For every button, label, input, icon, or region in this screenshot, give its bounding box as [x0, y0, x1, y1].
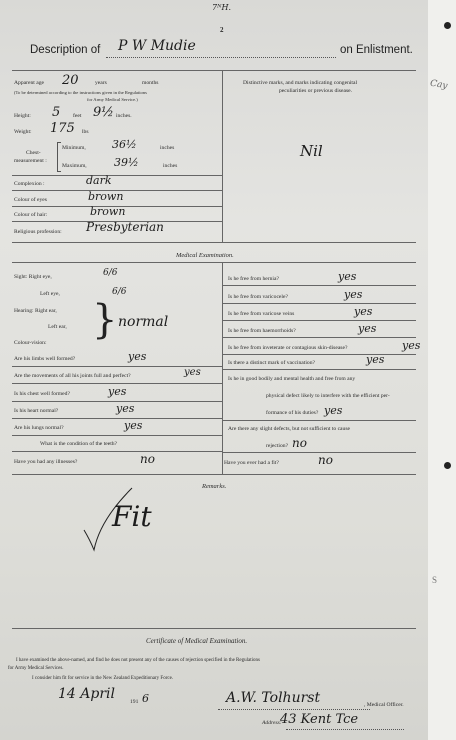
teeth-rule: [12, 451, 222, 452]
defects-line-1: Are there any slight defects, but not sufficient to cause: [228, 426, 350, 432]
chest-min-label: Minimum,: [62, 145, 86, 151]
lungs-label: Are his lungs normal?: [14, 425, 64, 431]
corner-mark: 7ᴺH.: [212, 3, 232, 12]
top-table-rule: [12, 70, 416, 71]
certificate-year-prefix: 191: [130, 699, 139, 705]
religion-value: Presbyterian: [86, 220, 164, 234]
form-title-right: on Enlistment.: [340, 44, 413, 56]
hernia-value: yes: [338, 270, 357, 283]
eyes-value: brown: [88, 190, 124, 203]
chest-min-inches: inches: [160, 145, 175, 151]
margin-note-mid: S: [432, 575, 438, 585]
chest-bracket: [57, 142, 61, 172]
chest-max-label: Maximum,: [62, 163, 87, 169]
fit-question-label: Have you ever had a fit?: [224, 460, 279, 466]
teeth-label: What is the condition of the teeth?: [40, 441, 118, 447]
chest-max-inches: inches: [163, 163, 178, 169]
varicose-value: yes: [354, 305, 373, 318]
marks-header-2: peculiarities or previous disease.: [279, 88, 353, 94]
medical-bottom-rule: [12, 474, 416, 475]
top-table-bottom-rule: [12, 242, 416, 243]
margin-note-top: Cay: [429, 78, 449, 92]
left-eye-value: 6/6: [112, 287, 127, 297]
medical-officer-label: , Medical Officer.: [364, 702, 404, 708]
years-label: years: [95, 80, 107, 86]
religion-label: Religious profession:: [14, 229, 62, 235]
chest-min-value: 36½: [112, 138, 137, 151]
certificate-line-2: for Army Medical Services.: [8, 666, 64, 671]
certificate-line-3: I consider him fit for service in the New Zealand Expeditionary Force.: [32, 676, 174, 681]
chest-rule: [12, 175, 222, 176]
top-table-divider: [222, 70, 223, 242]
complexion-value: dark: [86, 174, 112, 187]
remarks-heading: Remarks.: [202, 483, 227, 490]
heart-value: yes: [116, 402, 135, 415]
vaccination-label: Is there a distinct mark of vaccination?: [228, 360, 315, 366]
joints-rule: [12, 383, 222, 384]
chest-formed-value: yes: [108, 385, 127, 398]
inches-label: inches.: [116, 113, 132, 119]
health-line-1: Is he in good bodily and mental health and free from any: [228, 376, 356, 382]
lungs-rule: [12, 435, 222, 436]
hernia-rule: [222, 285, 416, 286]
defects-value: no: [292, 436, 307, 450]
health-rule: [222, 420, 416, 421]
left-eye-label: Left eye,: [40, 291, 60, 297]
chest-max-value: 39½: [114, 156, 139, 169]
illnesses-value: no: [140, 452, 155, 466]
limbs-value: yes: [128, 350, 147, 363]
address-label: Address:: [262, 720, 282, 726]
certificate-year-digit: 6: [142, 692, 149, 705]
defects-line-2: rejection?: [266, 443, 289, 449]
chest-formed-label: Is his chest well formed?: [14, 391, 70, 397]
height-feet-value: 5: [52, 105, 61, 120]
joints-value: yes: [184, 367, 201, 378]
right-ear-label: Hearing: Right ear,: [14, 308, 57, 314]
chest-label-2: measurement :: [14, 158, 47, 164]
marks-value: Nil: [300, 142, 323, 160]
punch-hole-top: [444, 22, 451, 29]
varicocele-label: Is he free from varicocele?: [228, 294, 288, 300]
limbs-label: Are his limbs well formed?: [14, 356, 76, 362]
height-inches-value: 9½: [93, 105, 114, 120]
punch-hole-bottom: [444, 462, 451, 469]
signature-dotted-line: [218, 709, 370, 710]
skin-disease-value: yes: [402, 339, 421, 352]
varicocele-rule: [222, 303, 416, 304]
right-eye-value: 6/6: [103, 268, 118, 278]
name-dotted-line: [106, 57, 336, 58]
certificate-heading: Certificate of Medical Examination.: [146, 637, 248, 645]
health-line-3: formance of his duties?: [266, 410, 319, 416]
heart-label: Is his heart normal?: [14, 408, 59, 414]
varicose-label: Is he free from varicose veins: [228, 311, 295, 317]
height-label: Height:: [14, 113, 31, 119]
medical-heading: Medical Examination.: [176, 252, 234, 259]
skin-disease-label: Is he free from inveterate or contagious skin-disease?: [228, 345, 348, 351]
complexion-label: Complexion :: [14, 181, 45, 187]
medical-officer-signature: A.W. Tolhurst: [226, 690, 321, 706]
feet-label: feet: [73, 113, 82, 119]
joints-label: Are the movements of all his joints full and perfect?: [14, 373, 131, 379]
age-note-1: (To be determined according to the instructions given in the Regulations: [14, 90, 147, 95]
medical-divider: [222, 262, 223, 474]
age-note-2: for Army Medical Service.): [87, 97, 138, 102]
address-dotted-line: [286, 729, 404, 730]
health-line-2: physical defect likely to interfere with the efficient per-: [266, 393, 390, 399]
varicocele-value: yes: [344, 288, 363, 301]
hair-label: Colour of hair:: [14, 212, 48, 218]
vaccination-rule: [222, 369, 416, 370]
vaccination-value: yes: [366, 353, 385, 366]
fit-question-value: no: [318, 453, 333, 467]
eyes-label: Colour of eyes: [14, 197, 47, 203]
hair-value: brown: [90, 205, 126, 218]
chest-label-1: Chest-: [26, 150, 41, 156]
certificate-date: 14 April: [58, 686, 115, 702]
medical-top-rule: [12, 262, 416, 263]
colour-vision-label: Colour-vision:: [14, 340, 47, 346]
age-label: Apparent age: [14, 80, 44, 86]
lbs-label: lbs: [82, 129, 89, 135]
weight-label: Weight:: [14, 129, 32, 135]
remarks-value: Fit: [112, 500, 152, 533]
haemorrhoids-rule: [222, 337, 416, 338]
address-value: 43 Kent Tce: [280, 712, 359, 727]
varicose-rule: [222, 320, 416, 321]
haemorrhoids-value: yes: [358, 322, 377, 335]
weight-value: 175: [50, 121, 75, 136]
certificate-line-1: I have examined the above-named, and find he does not present any of the causes of rejection specified in the Regulations: [16, 658, 260, 663]
hearing-brace: }: [92, 297, 118, 343]
health-value: yes: [324, 404, 343, 417]
hearing-value: normal: [118, 314, 169, 330]
age-value: 20: [62, 73, 79, 88]
lungs-value: yes: [124, 419, 143, 432]
page-number: 2: [220, 26, 224, 34]
right-eye-label: Sight: Right eye,: [14, 274, 52, 280]
months-label: months: [142, 80, 159, 86]
form-title-left: Description of: [30, 44, 101, 56]
heart-rule: [12, 418, 222, 419]
haemorrhoids-label: Is he free from haemorrhoids?: [228, 328, 296, 334]
illnesses-label: Have you had any illnesses?: [14, 459, 78, 465]
recruit-name: P W Mudie: [118, 38, 196, 54]
marks-header-1: Distinctive marks, and marks indicating congenital: [243, 80, 358, 86]
certificate-top-rule: [12, 628, 416, 629]
hernia-label: Is he free from hernia?: [228, 276, 279, 282]
skin-disease-rule: [222, 354, 416, 355]
margin-strip: [428, 0, 456, 740]
left-ear-label: Left ear,: [48, 324, 67, 330]
